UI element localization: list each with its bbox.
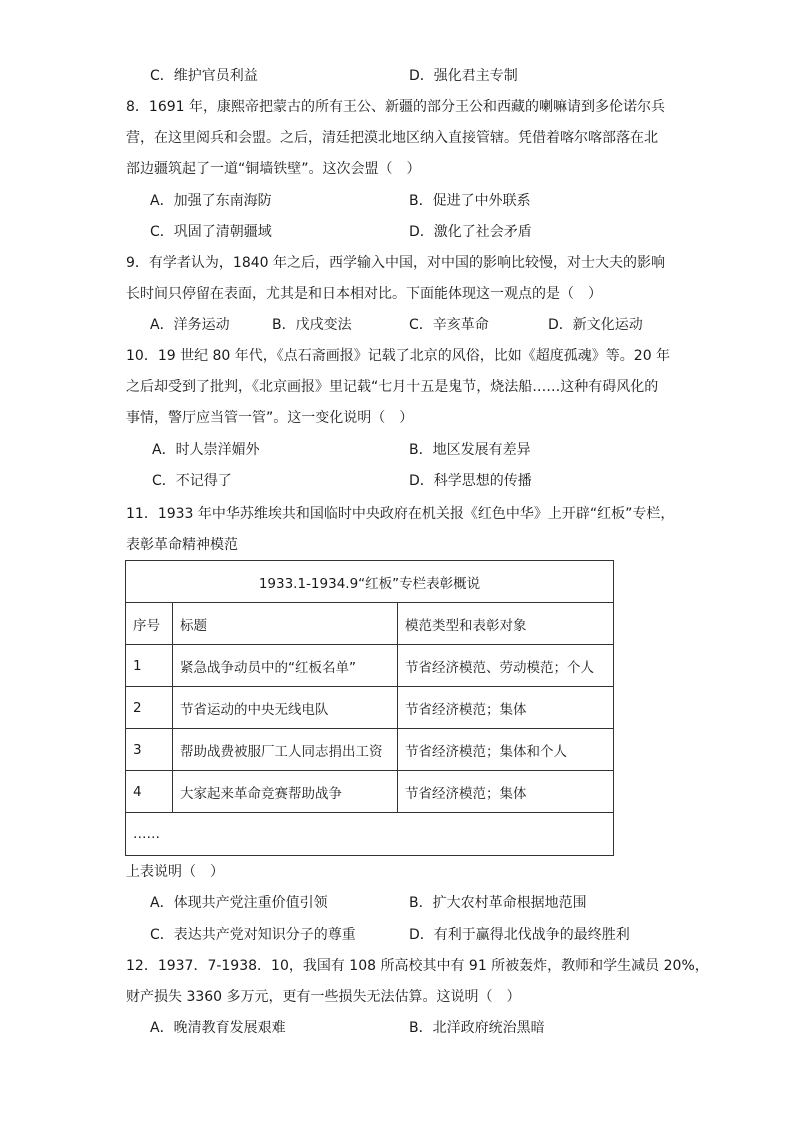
- q10-stem-line-2: 之后却受到了批判，《北京画报》里记载“七月十五是鬼节，烧法船……这种有碍风化的: [126, 379, 659, 395]
- award-table: [125, 560, 614, 856]
- q11-option-d[interactable]: D．有利于赢得北伐战争的最终胜利: [409, 927, 630, 943]
- table-cell-index: 1: [126, 645, 173, 687]
- q9-stem-line-1: 9．有学者认为，1840 年之后，西学输入中国，对中国的影响比较慢，对士大夫的影响: [126, 255, 665, 271]
- q8-option-d[interactable]: D．激化了社会矛盾: [409, 224, 532, 240]
- table-cell-type: 节省经济模范；集体: [398, 771, 614, 813]
- q11-stem-line-2: 表彰革命精神模范: [126, 537, 238, 553]
- q8-option-c[interactable]: C．巩固了清朝疆域: [150, 224, 272, 240]
- table-header-index: 序号: [126, 603, 173, 645]
- q10-option-c[interactable]: C．不记得了: [152, 473, 232, 489]
- q11-option-b[interactable]: B．扩大农村革命根据地范围: [409, 895, 587, 911]
- q7-option-c[interactable]: C．维护官员利益: [150, 68, 258, 84]
- table-cell-title: 帮助战费被服厂工人同志捐出工资: [173, 729, 398, 771]
- table-header-title: 标题: [173, 603, 398, 645]
- table-header-type: 模范类型和表彰对象: [398, 603, 614, 645]
- q10-option-b[interactable]: B．地区发展有差异: [409, 442, 531, 458]
- q9-option-c[interactable]: C．辛亥革命: [409, 317, 489, 333]
- table-cell-type: 节省经济模范；集体和个人: [398, 729, 614, 771]
- table-cell-index: 2: [126, 687, 173, 729]
- table-ellipsis: ……: [126, 813, 614, 856]
- q12-option-a[interactable]: A．晚清教育发展艰难: [150, 1020, 286, 1036]
- q8-stem-line-1: 8．1691 年，康熙帝把蒙古的所有王公、新疆的部分王公和西藏的喇嘛请到多伦诺尔兵: [126, 99, 665, 115]
- q11-option-a[interactable]: A．体现共产党注重价值引领: [150, 895, 328, 911]
- q11-option-c[interactable]: C．表达共产党对知识分子的尊重: [150, 927, 356, 943]
- table-cell-type: 节省经济模范；集体: [398, 687, 614, 729]
- q10-option-a[interactable]: A．时人崇洋媚外: [152, 442, 260, 458]
- q12-stem-line-2: 财产损失 3360 多万元，更有一些损失无法估算。这说明（ ）: [126, 989, 521, 1005]
- q9-option-a[interactable]: A．洋务运动: [150, 317, 230, 333]
- table-cell-title: 紧急战争动员中的“红板名单”: [173, 645, 398, 687]
- table-cell-index: 4: [126, 771, 173, 813]
- q9-option-d[interactable]: D．新文化运动: [548, 317, 643, 333]
- q7-option-d[interactable]: D．强化君主专制: [409, 68, 518, 84]
- table-row: [126, 687, 614, 729]
- table-row: [126, 729, 614, 771]
- table-caption: 1933.1-1934.9“红板”专栏表彰概说: [126, 561, 614, 603]
- q8-stem-line-3: 部边疆筑起了一道“铜墙铁壁”。这次会盟（ ）: [126, 161, 421, 177]
- q8-stem-line-2: 营，在这里阅兵和会盟。之后，清廷把漠北地区纳入直接管辖。凭借着喀尔喀部落在北: [126, 130, 658, 146]
- q12-stem-line-1: 12．1937．7-1938．10，我国有 108 所高校其中有 91 所被轰炸，教师和学生减员 20%，: [126, 958, 709, 974]
- q8-option-a[interactable]: A．加强了东南海防: [150, 193, 272, 209]
- q9-option-b[interactable]: B．戊戌变法: [272, 317, 352, 333]
- q11-stem-line-1: 11．1933 年中华苏维埃共和国临时中央政府在机关报《红色中华》上开辟“红板”专栏，: [126, 506, 675, 522]
- table-cell-title: 节省运动的中央无线电队: [173, 687, 398, 729]
- table-row: [126, 771, 614, 813]
- table-cell-type: 节省经济模范、劳动模范；个人: [398, 645, 614, 687]
- q8-option-b[interactable]: B．促进了中外联系: [409, 193, 531, 209]
- q10-stem-line-1: 10．19 世纪 80 年代，《点石斋画报》记载了北京的风俗，比如《超度孤魂》等。20 年: [126, 348, 671, 364]
- q11-stem-after: 上表说明（ ）: [126, 864, 224, 880]
- q12-option-b[interactable]: B．北洋政府统治黑暗: [409, 1020, 545, 1036]
- q9-stem-line-2: 长时间只停留在表面，尤其是和日本相对比。下面能体现这一观点的是（ ）: [126, 286, 602, 302]
- table-cell-index: 3: [126, 729, 173, 771]
- q10-stem-line-3: 事情，警厅应当管一管”。这一变化说明（ ）: [126, 410, 414, 426]
- q10-option-d[interactable]: D．科学思想的传播: [409, 473, 532, 489]
- table-row: [126, 645, 614, 687]
- table-cell-title: 大家起来革命竞赛帮助战争: [173, 771, 398, 813]
